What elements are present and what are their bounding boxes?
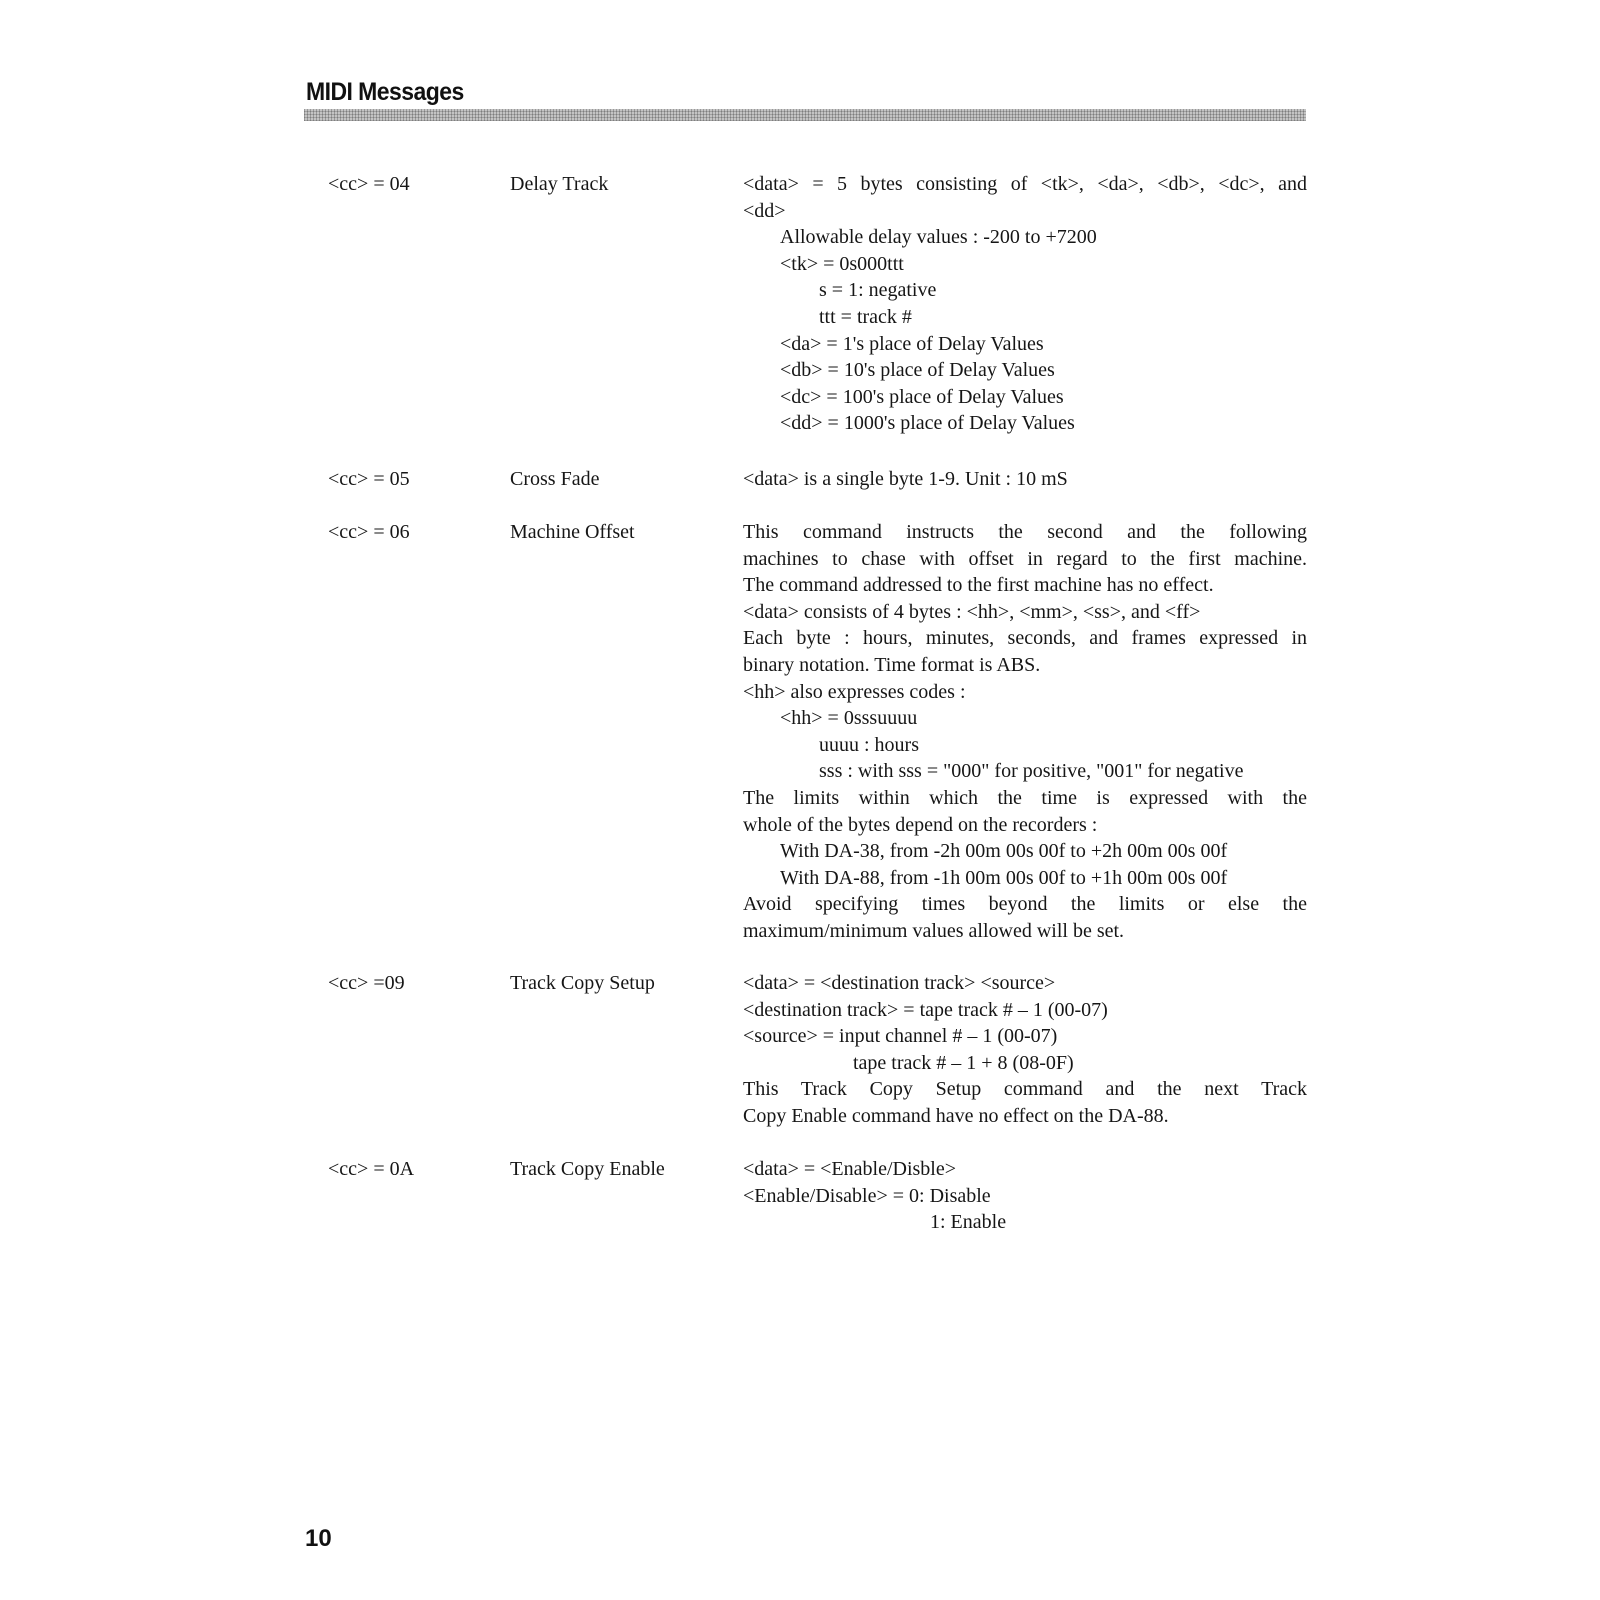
description-line: <data> = 5 bytes consisting of <tk>, <da>, <db>, <dc>, and [743, 173, 1307, 195]
page-title: MIDI Messages [306, 78, 464, 106]
description-line: <dc> = 100's place of Delay Values [780, 385, 1064, 408]
header-rule [304, 109, 1306, 121]
description-line: Avoid specifying times beyond the limits or else the [743, 893, 1307, 916]
description-line: <data> is a single byte 1-9. Unit : 10 mS [743, 468, 1068, 490]
description-line: machines to chase with offset in regard to the first machine. [743, 547, 1307, 570]
description-line: <hh> = 0sssuuuu [780, 707, 918, 730]
entry-description [743, 171, 1307, 437]
description-line: ttt = track # [819, 305, 912, 328]
description-line: <tk> = 0s000ttt [780, 252, 904, 275]
entry-name: Cross Fade [510, 468, 600, 490]
description-line: <dd> = 1000's place of Delay Values [780, 412, 1075, 435]
description-line: <hh> also expresses codes : [743, 680, 966, 703]
entry-code: <cc> = 05 [328, 468, 410, 490]
entry-code: <cc> = 06 [328, 521, 410, 543]
entry-name: Track Copy Setup [510, 972, 655, 994]
description-line: <data> = <Enable/Disble> [743, 1158, 957, 1180]
description-line: <source> = input channel # – 1 (00-07) [743, 1025, 1058, 1048]
description-line: sss : with sss = "000" for positive, "001" for negative [819, 760, 1244, 783]
description-line: Allowable delay values : -200 to +7200 [780, 226, 1097, 249]
description-line: tape track # – 1 + 8 (08-0F) [853, 1051, 1074, 1074]
description-line: <data> consists of 4 bytes : <hh>, <mm>, <ss>, and <ff> [743, 600, 1201, 623]
entry-code: <cc> =09 [328, 972, 405, 994]
description-line: Copy Enable command have no effect on the DA-88. [743, 1104, 1169, 1127]
description-line: <da> = 1's place of Delay Values [780, 332, 1044, 355]
description-line: The limits within which the time is expressed with the [743, 786, 1307, 809]
entry-code: <cc> = 04 [328, 173, 410, 195]
description-line: With DA-38, from -2h 00m 00s 00f to +2h 00m 00s 00f [780, 840, 1228, 863]
description-line: binary notation. Time format is ABS. [743, 653, 1041, 676]
entry-description [743, 1156, 1307, 1236]
entry-code: <cc> = 0A [328, 1158, 415, 1180]
description-line: <db> = 10's place of Delay Values [780, 359, 1055, 382]
description-line: This Track Copy Setup command and the next Track [743, 1078, 1307, 1101]
entry-name: Delay Track [510, 173, 609, 195]
description-line: <Enable/Disable> = 0: Disable [743, 1184, 991, 1207]
description-line: <data> = <destination track> <source> [743, 972, 1056, 994]
entry-description [743, 466, 1307, 493]
entry-description [743, 519, 1307, 945]
description-line: 1: Enable [930, 1211, 1007, 1234]
entry-name: Machine Offset [510, 521, 635, 543]
description-line: <destination track> = tape track # – 1 (00-07) [743, 998, 1108, 1021]
page-number: 10 [305, 1525, 332, 1552]
description-line: The command addressed to the first machine has no effect. [743, 574, 1214, 597]
description-line: <dd> [743, 199, 786, 222]
description-line: s = 1: negative [819, 279, 937, 302]
description-line: With DA-88, from -1h 00m 00s 00f to +1h 00m 00s 00f [780, 866, 1228, 889]
description-line: This command instructs the second and the following [743, 521, 1307, 543]
description-line: maximum/minimum values allowed will be set. [743, 919, 1125, 942]
entry-name: Track Copy Enable [510, 1158, 665, 1180]
description-line: uuuu : hours [819, 733, 919, 756]
description-line: whole of the bytes depend on the recorders : [743, 813, 1098, 836]
entry-description [743, 970, 1307, 1130]
description-line: Each byte : hours, minutes, seconds, and frames expressed in [743, 627, 1307, 650]
